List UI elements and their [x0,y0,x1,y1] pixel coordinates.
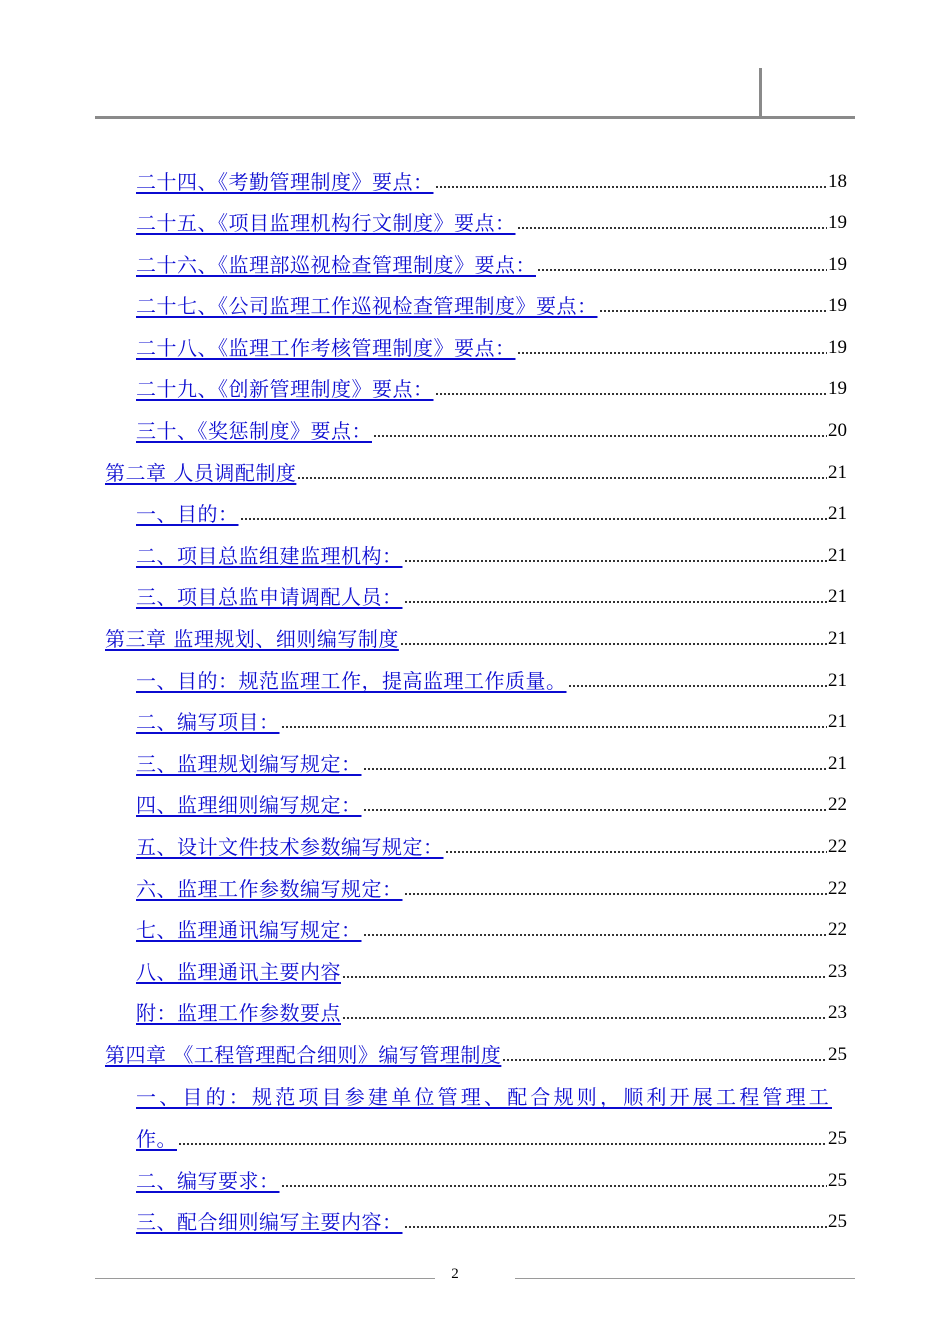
toc-entry[interactable] [136,1207,847,1237]
toc-page-number: 21 [828,711,847,732]
toc-entry[interactable] [136,416,847,446]
toc-entry-title[interactable]: 七、监理通讯编写规定： [136,918,362,942]
toc-dot-leader [404,888,828,896]
toc-dot-leader [178,1138,827,1146]
toc-dot-leader [599,305,828,313]
toc-entry-title[interactable]: 第三章 监理规划、细则编写制度 [105,627,399,651]
toc-entry-title[interactable]: 三、监理规划编写规定： [136,752,362,776]
toc-dot-leader [445,846,828,854]
toc-dot-leader [363,929,828,937]
toc-chapter-entry[interactable] [105,624,847,654]
toc-entry-title[interactable]: 附：监理工作参数要点 [136,1001,341,1025]
toc-entry[interactable] [136,374,847,404]
toc-entry-title[interactable]: 第四章 《工程管理配合细则》编写管理制度 [105,1043,502,1067]
toc-entry-title[interactable]: 二十八、《监理工作考核管理制度》要点： [136,336,516,360]
toc-page-number: 22 [828,878,847,899]
footer-page-number: 2 [451,1266,459,1282]
toc-dot-leader [435,388,828,396]
toc-page-number: 22 [828,794,847,815]
toc-entry-title[interactable]: 二十九、《创新管理制度》要点： [136,377,434,401]
header-tick [759,68,762,116]
toc-page-number: 18 [828,171,847,192]
toc-entry[interactable] [136,333,847,363]
toc-page-number: 21 [828,628,847,649]
toc-entry[interactable] [136,582,847,612]
toc-entry[interactable] [136,167,847,197]
toc-entry[interactable] [136,874,847,904]
toc-entry-title[interactable]: 二十四、《考勤管理制度》要点： [136,170,434,194]
toc-dot-leader [342,971,827,979]
toc-entry-title[interactable]: 一、目的：规范监理工作，提高监理工作质量。 [136,669,567,693]
footer-rule-left [95,1278,435,1279]
toc-page-number: 22 [828,836,847,857]
toc-entry-title[interactable]: 三、项目总监申请调配人员： [136,585,403,609]
toc-page-number: 21 [828,586,847,607]
toc-entry[interactable] [136,749,847,779]
toc-dot-leader [342,1012,827,1020]
toc-entry[interactable] [136,1166,847,1196]
toc-page-number: 19 [828,337,847,358]
toc-page-number: 19 [828,378,847,399]
toc-entry-title[interactable]: 八、监理通讯主要内容 [136,960,341,984]
toc-dot-leader [517,222,828,230]
toc-entry-title[interactable]: 三、配合细则编写主要内容： [136,1210,403,1234]
toc-entry-title[interactable]: 第二章 人员调配制度 [105,461,297,485]
toc-entry-title[interactable]: 二十七、《公司监理工作巡视检查管理制度》要点： [136,294,598,318]
toc-entry[interactable] [136,250,847,280]
toc-dot-leader [404,596,828,604]
toc-dot-leader [537,264,827,272]
toc-page-number: 21 [828,462,847,483]
toc-entry[interactable] [136,666,847,696]
toc-dot-leader [404,555,828,563]
toc-entry-title[interactable]: 二、编写项目： [136,710,280,734]
toc-chapter-entry[interactable] [105,458,847,488]
toc-entry[interactable] [136,790,847,820]
toc-entry-title[interactable]: 二十六、《监理部巡视检查管理制度》要点： [136,253,536,277]
toc-entry[interactable] [136,915,847,945]
toc-entry-title[interactable]: 二、编写要求： [136,1169,280,1193]
toc-page-number: 25 [828,1211,847,1232]
toc-entry-title-line1[interactable]: 一、目的：规范项目参建单位管理、配合规则，顺利开展工程管理工 [136,1085,832,1109]
toc-entry-title[interactable]: 三十、《奖惩制度》要点： [136,419,372,443]
toc-page-number: 19 [828,295,847,316]
toc-page-number: 22 [828,919,847,940]
toc-entry[interactable] [136,541,847,571]
toc-dot-leader [363,763,828,771]
toc-dot-leader [240,513,828,521]
toc-dot-leader [435,181,828,189]
toc-dot-leader [373,430,827,438]
toc-page-number: 25 [828,1044,847,1065]
toc-entry[interactable] [136,832,847,862]
toc-page-number: 25 [828,1170,847,1191]
toc-entry-title[interactable]: 二、项目总监组建监理机构： [136,544,403,568]
toc-page-number: 19 [828,254,847,275]
toc-page-number: 23 [828,961,847,982]
toc-entry-title[interactable]: 五、设计文件技术参数编写规定： [136,835,444,859]
toc-entry[interactable] [136,707,847,737]
toc-entry-title-line2[interactable]: 作。 [136,1127,177,1151]
toc-entry[interactable] [136,499,847,529]
toc-entry-title[interactable]: 六、监理工作参数编写规定： [136,877,403,901]
toc-dot-leader [281,721,828,729]
toc-entry-title[interactable]: 二十五、《项目监理机构行文制度》要点： [136,211,516,235]
toc-entry-title[interactable]: 一、目的： [136,502,239,526]
toc-page-number: 19 [828,212,847,233]
toc-entry-title[interactable]: 四、监理细则编写规定： [136,793,362,817]
toc-entry[interactable] [136,208,847,238]
toc-entry[interactable] [136,957,847,987]
toc-dot-leader [281,1180,828,1188]
header-rule [95,116,855,119]
toc-dot-leader [404,1221,828,1229]
toc-page-number: 21 [828,753,847,774]
toc-page-number: 25 [828,1128,847,1149]
toc-page-number: 21 [828,503,847,524]
toc-chapter-entry[interactable] [105,1040,847,1070]
toc-entry[interactable] [136,291,847,321]
footer-rule-right [515,1278,855,1279]
toc-dot-leader [502,1054,827,1062]
toc-entry[interactable] [136,998,847,1028]
toc-dot-leader [297,472,827,480]
toc-dot-leader [363,804,828,812]
toc-dot-leader [400,638,827,646]
toc-page-number: 21 [828,545,847,566]
toc-page-number: 21 [828,670,847,691]
toc-entry[interactable] [136,1124,847,1154]
toc-dot-leader [517,347,828,355]
toc-dot-leader [568,680,828,688]
toc-page-number: 20 [828,420,847,441]
toc-page-number: 23 [828,1002,847,1023]
